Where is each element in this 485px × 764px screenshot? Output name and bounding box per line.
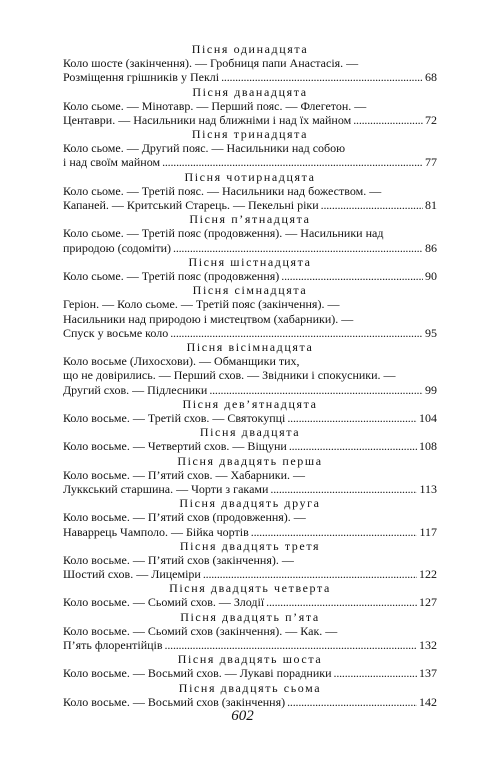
entry-line: Насильники над природою і мистецтвом (хабарники). —: [63, 311, 354, 326]
toc-section: [63, 170, 437, 213]
entry-last-line: [63, 525, 437, 539]
toc-section: [63, 397, 437, 425]
entry-line: Коло сьоме. — Третій пояс. — Насильники над божеством. —: [63, 183, 382, 198]
toc-section: [63, 681, 437, 709]
entry-page-number: 117: [419, 524, 437, 539]
entry-last-line: [63, 695, 437, 709]
leader-dots: [209, 383, 423, 397]
entry-page-number: 68: [425, 70, 437, 85]
section-heading: Пісня двадцять п’ята: [180, 609, 320, 624]
section-heading: Пісня двадцять шоста: [177, 652, 323, 667]
section-heading: Пісня шістнадцята: [188, 254, 312, 269]
entry-line: Коло сьоме. — Другий пояс. — Насильники над собою: [63, 141, 346, 156]
entry-last-line: [63, 482, 437, 496]
leader-dots: [321, 198, 423, 212]
entry-line: Геріон. — Коло сьоме. — Третій пояс (закінчення). —: [63, 297, 340, 312]
entry-line: що не довірились. — Перший схов. — Звідники і спокусники. —: [63, 368, 396, 383]
entry-line: Коло восьме. — Сьомий схов (закінчення). — Как. —: [63, 623, 338, 638]
toc-section: [63, 581, 437, 609]
toc-section: [63, 42, 437, 85]
entry-text: Спуск у восьме коло: [63, 325, 169, 340]
table-of-contents: [63, 42, 437, 709]
section-heading: Пісня двадцять четверта: [169, 581, 331, 596]
leader-dots: [251, 525, 418, 539]
entry-text: П’ять флорентійців: [63, 638, 163, 653]
entry-text: Другий схов. — Підлесники: [63, 382, 208, 397]
section-heading: Пісня дев’ятнадцята: [182, 397, 318, 412]
entry-line: Коло восьме. — П’ятий схов (закінчення). —: [63, 552, 294, 567]
leader-dots: [266, 595, 417, 609]
section-heading: Пісня двадцять сьома: [178, 680, 322, 695]
entry-line: Коло восьме. — П’ятий схов (продовження). —: [63, 510, 306, 525]
section-heading: Пісня сімнадцята: [192, 283, 308, 298]
entry-text: і над своїм майном: [63, 155, 161, 170]
entry-page-number: 104: [419, 411, 437, 426]
toc-section: [63, 496, 437, 539]
entry-text: Центаври. — Насильники над ближніми і над їх майном: [63, 112, 352, 127]
entry-last-line: [63, 113, 437, 127]
entry-page-number: 122: [419, 567, 437, 582]
toc-section: [63, 610, 437, 653]
entry-last-line: [63, 241, 437, 255]
entry-line: Коло шосте (закінчення). — Гробниця папи Анастасія. —: [63, 56, 359, 70]
toc-section: [63, 454, 437, 497]
leader-dots: [162, 155, 423, 169]
section-heading: Пісня п’ятнадцята: [189, 212, 311, 227]
leader-dots: [281, 269, 423, 283]
entry-last-line: [63, 383, 437, 397]
entry-line: Коло восьме (Лихосхови). — Обманщики тих,: [63, 354, 300, 369]
entry-page-number: 127: [419, 595, 437, 610]
leader-dots: [270, 482, 417, 496]
section-heading: Пісня тринадцята: [191, 127, 309, 142]
section-heading: Пісня вісімнадцята: [186, 340, 314, 355]
entry-page-number: 99: [425, 382, 437, 397]
entry-last-line: [63, 567, 437, 581]
leader-dots: [221, 70, 423, 84]
leader-dots: [334, 666, 417, 680]
leader-dots: [170, 326, 423, 340]
section-heading: Пісня одинадцята: [191, 42, 309, 56]
leader-dots: [289, 439, 417, 453]
leader-dots: [353, 113, 423, 127]
entry-last-line: [63, 595, 437, 609]
entry-text: Коло восьме. — Восьмий схов (закінчення): [63, 694, 286, 709]
entry-page-number: 81: [425, 198, 437, 213]
entry-line: Коло сьоме. — Мінотавр. — Перший пояс. — Флегетон. —: [63, 98, 367, 113]
toc-section: [63, 652, 437, 680]
toc-section: [63, 425, 437, 453]
toc-section: [63, 539, 437, 582]
entry-page-number: 137: [419, 666, 437, 681]
toc-section: [63, 212, 437, 255]
section-heading: Пісня двадцята: [199, 425, 301, 440]
entry-text: Коло восьме. — Восьмий схов. — Лукаві порадники: [63, 666, 332, 681]
section-heading: Пісня чотирнадцята: [184, 169, 316, 184]
toc-section: [63, 255, 437, 283]
entry-last-line: [63, 638, 437, 652]
leader-dots: [203, 567, 417, 581]
entry-text: Коло сьоме. — Третій пояс (продовження): [63, 268, 280, 283]
entry-text: Наваррець Чамполо. — Бійка чортів: [63, 524, 249, 539]
entry-text: природою (содоміти): [63, 240, 172, 255]
entry-text: Коло восьме. — Третій схов. — Святокупці: [63, 411, 286, 426]
entry-page-number: 95: [425, 325, 437, 340]
entry-page-number: 108: [419, 439, 437, 454]
entry-last-line: [63, 155, 437, 169]
entry-line: Коло сьоме. — Третій пояс (продовження). — Насильники над: [63, 226, 384, 241]
leader-dots: [287, 411, 417, 425]
entry-page-number: 142: [419, 694, 437, 709]
entry-text: Коло восьме. — Четвертий схов. — Віщуни: [63, 439, 287, 454]
entry-last-line: [63, 439, 437, 453]
entry-page-number: 77: [425, 155, 437, 170]
section-heading: Пісня двадцять третя: [179, 538, 321, 553]
entry-last-line: [63, 198, 437, 212]
entry-text: Розміщення грішників у Пеклі: [63, 70, 220, 85]
toc-section: [63, 85, 437, 128]
entry-last-line: [63, 411, 437, 425]
entry-text: Луккський старшина. — Чорти з гаками: [63, 481, 269, 496]
entry-page-number: 90: [425, 268, 437, 283]
entry-text: Шостий схов. — Лицеміри: [63, 567, 201, 582]
leader-dots: [287, 695, 417, 709]
entry-page-number: 72: [425, 112, 437, 127]
leader-dots: [173, 241, 423, 255]
toc-section: [63, 283, 437, 340]
entry-page-number: 86: [425, 240, 437, 255]
entry-text: Капаней. — Критський Старець. — Пекельні ріки: [63, 198, 319, 213]
entry-last-line: [63, 269, 437, 283]
entry-page-number: 113: [419, 481, 437, 496]
entry-text: Коло восьме. — Сьомий схов. — Злодії: [63, 595, 265, 610]
entry-last-line: [63, 666, 437, 680]
section-heading: Пісня дванадцята: [192, 84, 308, 99]
section-heading: Пісня двадцять друга: [179, 496, 321, 511]
toc-section: [63, 340, 437, 397]
entry-page-number: 132: [419, 638, 437, 653]
toc-section: [63, 127, 437, 170]
entry-line: Коло восьме. — П’ятий схов. — Хабарники. —: [63, 467, 306, 482]
entry-last-line: [63, 70, 437, 84]
section-heading: Пісня двадцять перша: [177, 453, 323, 468]
entry-last-line: [63, 326, 437, 340]
leader-dots: [165, 638, 417, 652]
page-number: 602: [231, 708, 254, 724]
